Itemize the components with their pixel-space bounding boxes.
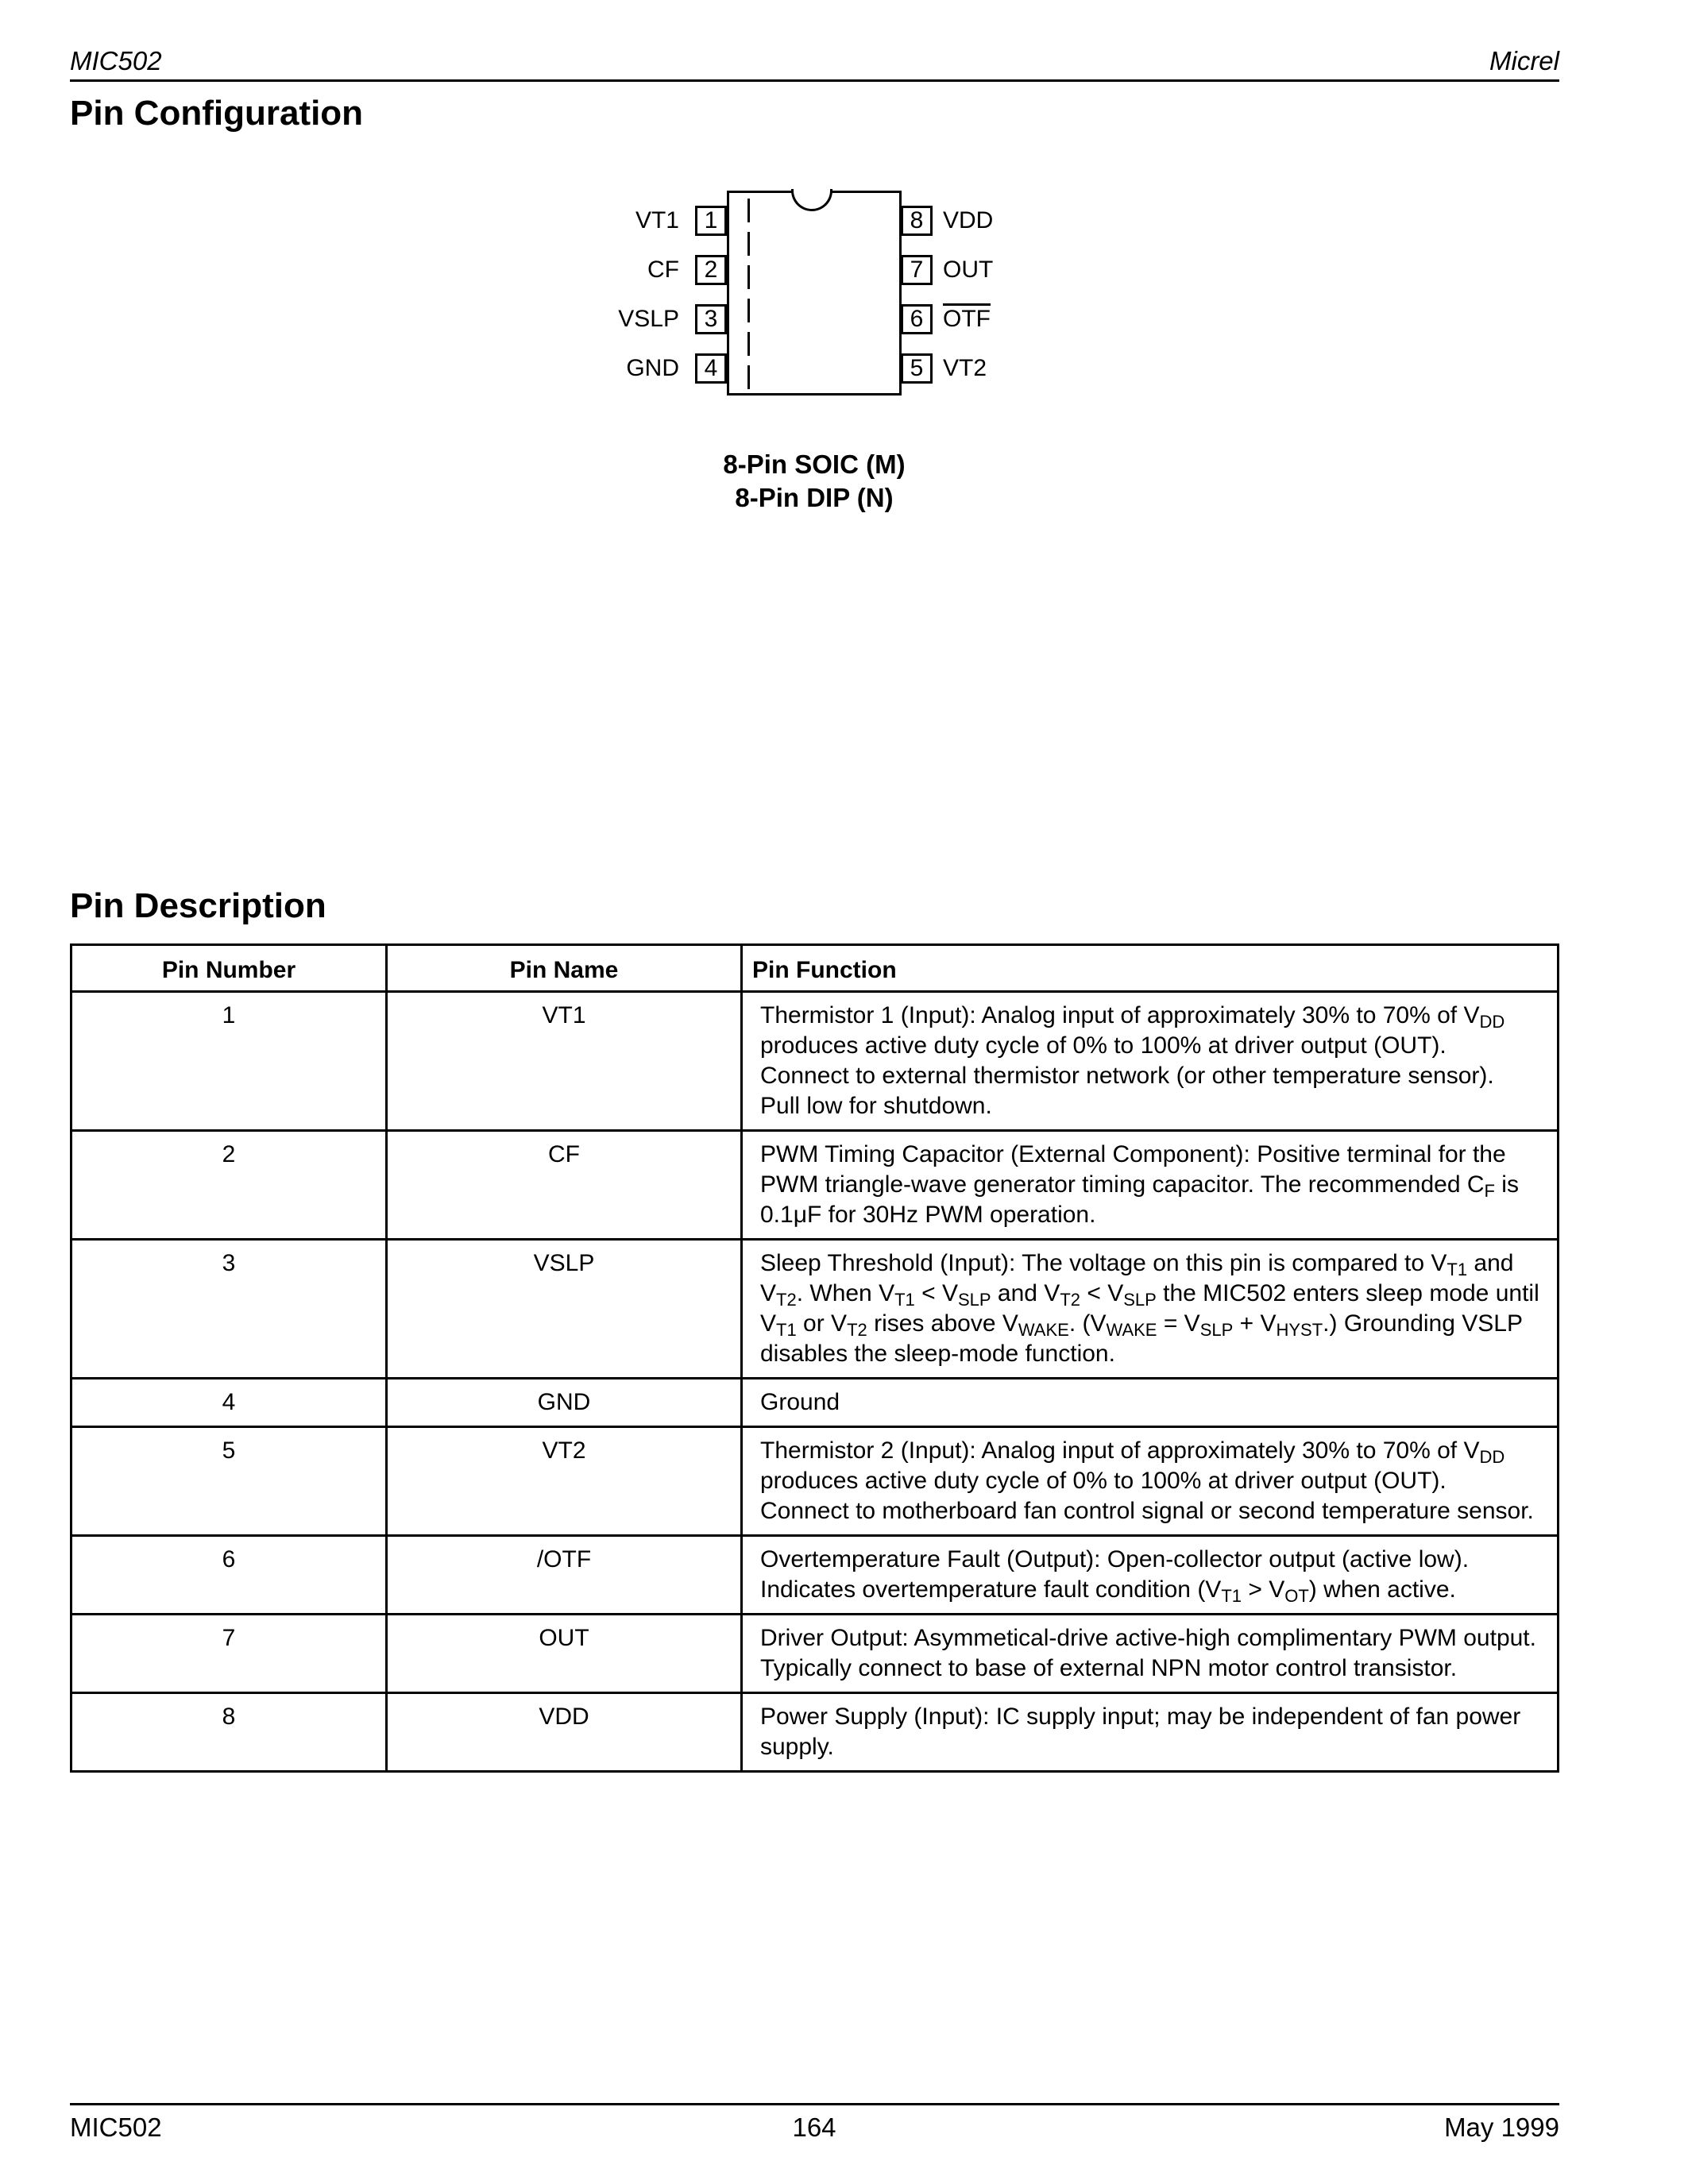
- pin-label-1: VT1: [635, 207, 679, 233]
- pin-name-cell: VT1: [387, 992, 742, 1131]
- pin-name-cell: VSLP: [387, 1240, 742, 1379]
- pin-name-cell: VDD: [387, 1693, 742, 1772]
- pin-number-cell: 2: [71, 1131, 387, 1240]
- column-header-pin-function: Pin Function: [742, 945, 1559, 992]
- pin-number-8: 8: [901, 206, 933, 236]
- pin-function-cell: Power Supply (Input): IC supply input; may be independent of fan power supply.: [742, 1693, 1559, 1772]
- pin-number-1: 1: [695, 206, 727, 236]
- table-header-row: [71, 945, 1559, 992]
- footer-part-number: MIC502: [70, 2113, 162, 2142]
- pin-label-4: GND: [626, 355, 679, 381]
- footer-rule: [70, 2103, 1559, 2105]
- pin1-marker: [747, 332, 750, 356]
- pin1-marker: [747, 365, 750, 389]
- table-row: [71, 1131, 1559, 1240]
- package-caption-dip: 8-Pin DIP (N): [735, 483, 894, 512]
- pin-function-cell: Thermistor 1 (Input): Analog input of approximately 30% to 70% of $V_{DD}$ produces active duty cycle of 0% to 100% at driver output (OUT). Connect to external thermistor network (or other temperature sensor). Pull low for shutdown.: [742, 992, 1559, 1131]
- footer-page-number: 164: [792, 2113, 836, 2142]
- pin-number-2: 2: [695, 255, 727, 285]
- table-row: [71, 1693, 1559, 1772]
- pin-function-cell: PWM Timing Capacitor (External Component): Positive terminal for the PWM triangle-wave generator timing capacitor. The recommended $C_F$ is 0.1μF for 30Hz PWM operation.: [742, 1131, 1559, 1240]
- pin-description-table: [70, 943, 1559, 1773]
- pin-number-cell: 8: [71, 1693, 387, 1772]
- pin-number-6: 6: [901, 304, 933, 334]
- pin-name-cell: CF: [387, 1131, 742, 1240]
- pin1-marker: [747, 199, 750, 222]
- pin-name-cell: OUT: [387, 1615, 742, 1693]
- pin-number-cell: 1: [71, 992, 387, 1131]
- table-row: [71, 992, 1559, 1131]
- pin-description-title: Pin Description: [70, 886, 326, 925]
- column-header-pin-number: Pin Number: [71, 945, 387, 992]
- header-rule: [70, 79, 1559, 82]
- pin-name-cell: VT2: [387, 1427, 742, 1536]
- table-row: [71, 1240, 1559, 1379]
- pin-label-2: CF: [647, 257, 679, 283]
- pin-number-5: 5: [901, 353, 933, 384]
- pin1-marker: [747, 265, 750, 289]
- pin-number-cell: 4: [71, 1379, 387, 1427]
- footer-date: May 1999: [1444, 2113, 1559, 2142]
- pin-function-cell: Driver Output: Asymmetical-drive active-high complimentary PWM output. Typically connect to base of external NPN motor control transistor.: [742, 1615, 1559, 1693]
- pin-number-cell: 6: [71, 1536, 387, 1615]
- pin-number-cell: 3: [71, 1240, 387, 1379]
- header-company: Micrel: [1489, 46, 1559, 75]
- pin-label-5: VT2: [943, 355, 987, 381]
- pin-label-3: VSLP: [618, 306, 679, 332]
- pin-configuration-title: Pin Configuration: [70, 94, 364, 133]
- pin-name-cell: GND: [387, 1379, 742, 1427]
- pin-number-3: 3: [695, 304, 727, 334]
- pin-function-cell: Ground: [742, 1379, 1559, 1427]
- table-row: [71, 1427, 1559, 1536]
- table-row: [71, 1536, 1559, 1615]
- pin-number-cell: 7: [71, 1615, 387, 1693]
- pin-label-7: OUT: [943, 257, 994, 283]
- column-header-pin-name: Pin Name: [387, 945, 742, 992]
- package-caption-soic: 8-Pin SOIC (M): [723, 450, 906, 479]
- pin-label-8: VDD: [943, 207, 994, 233]
- pin-function-cell: Overtemperature Fault (Output): Open-collector output (active low). Indicates overtemperature fault condition $(V_{T1} > V_{OT})$ when active.: [742, 1536, 1559, 1615]
- pin-number-4: 4: [695, 353, 727, 384]
- pin-number-cell: 5: [71, 1427, 387, 1536]
- pin-label-6: $\overline{OTF}$: [943, 306, 991, 332]
- pin-number-7: 7: [901, 255, 933, 285]
- pin-function-cell: Thermistor 2 (Input): Analog input of approximately 30% to 70% of $V_{DD}$ produces active duty cycle of 0% to 100% at driver output (OUT). Connect to motherboard fan control signal or second temperature sensor.: [742, 1427, 1559, 1536]
- header-part-number: MIC502: [70, 46, 162, 75]
- pin-function-cell: Sleep Threshold (Input): The voltage on this pin is compared to $V_{T1}$ and $V_{T2}$. When $V_{T1} < V_{SLP}$ and $V_{T2} < V_{SLP}$ the MIC502 enters sleep mode until $V_{T1}$ or $V_{T2}$ rises above $V_{WAKE}$. $(V_{WAKE} = V_{SLP} + V_{HYST}.)$ Grounding VSLP disables the sleep-mode function.: [742, 1240, 1559, 1379]
- table-row: [71, 1615, 1559, 1693]
- table-row: [71, 1379, 1559, 1427]
- chip-body: [727, 191, 902, 396]
- pin1-marker: [747, 299, 750, 322]
- pin-name-cell: /OTF: [387, 1536, 742, 1615]
- pin1-marker: [747, 232, 750, 256]
